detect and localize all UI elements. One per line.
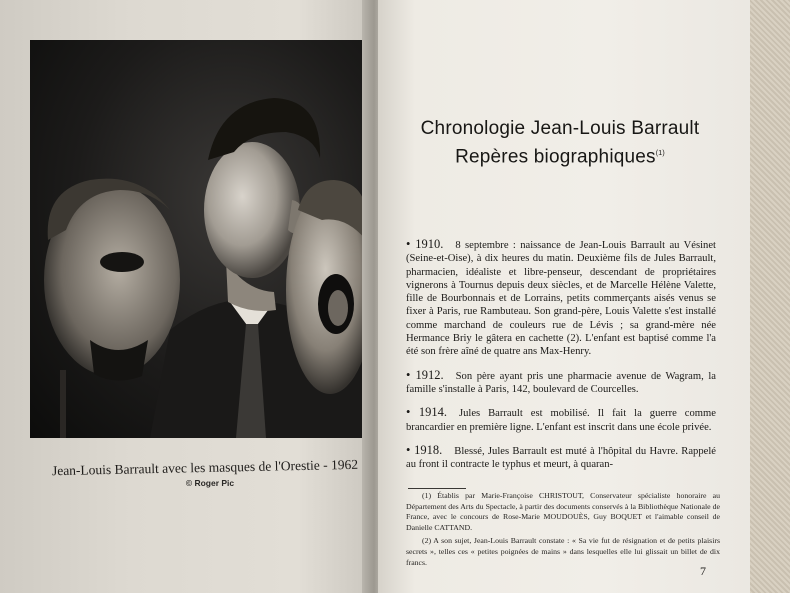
right-mask-mouth-inner <box>328 290 348 326</box>
page-number: 7 <box>700 564 706 578</box>
entry-text: Son père ayant pris une pharmacie avenue de Wagram, la famille s'installe à Paris, 142, boulevard de Courcelles. <box>406 370 716 395</box>
photograph-barrault-with-masks <box>30 40 366 438</box>
left-page <box>0 0 372 593</box>
chronology-body <box>406 238 716 481</box>
entry-year: • 1914. <box>406 405 447 420</box>
footnote-1: (1) Établis par Marie-Françoise CHRISTOUT, Conservateur spécialiste honoraire au Département des Arts du Spectacle, à partir des documents conservés à la Bibliothèque Nationale de France, avec le concours de Rose-Marie MOUDOUÈS, Guy BOQUET et l'aimable conseil de Danielle CATTAND. <box>406 491 720 532</box>
title-line-2-text: Repères biographiques <box>455 146 656 168</box>
entry-text: Blessé, Jules Barrault est muté à l'hôpital du Havre. Rappelé au front il contracte le typhus et meurt, à quaran- <box>406 445 716 471</box>
title-line-1: Chronologie Jean-Louis Barrault <box>420 118 700 139</box>
entry-year: • 1910. <box>406 237 444 251</box>
photo-caption: Jean-Louis Barrault avec les masques de l'Orestie - 1962 <box>51 456 359 479</box>
entry-year: • 1918. <box>406 442 443 457</box>
title-footnote-marker: (1) <box>655 150 665 157</box>
title-line-2 <box>410 141 710 169</box>
man-face <box>204 142 300 278</box>
right-page <box>378 0 750 593</box>
entry-text: 8 septembre : naissance de Jean-Louis Barrault au Vésinet (Seine-et-Oise), à dix heures du matin. Deuxième fils de Jules Barrault, pharmacien, idéaliste et libre-penseur, descendant de propriétaires vignerons à Tournus depuis deux siècles, et de Marcelle Hélène Valette, fille de Bourbonnais et de Lorrains, petits commerçants aisés venus se fixer à Paris, rue Rambuteau. Son grand-père, Louis Valette s'est installé comme marchand de couleurs rue de Lévis ; sa grand-mère née Hermance Briy le gâtera en cachette (2). L'enfant est baptisé comme l'a été son frère aîné de quatre ans Max-Henry. <box>406 240 716 358</box>
photo-illustration <box>30 40 366 438</box>
background-fabric <box>750 0 790 593</box>
chapter-title <box>410 116 710 169</box>
footnote-2: (2) A son sujet, Jean-Louis Barrault constate : « Sa vie fut de résignation et de petits plaisirs secrets », telles ces « petites poignées de mains » dans lesquelles elle lui glissait un billet de dix francs. <box>406 536 720 567</box>
chronology-entry-1912 <box>406 369 716 397</box>
footnote-divider <box>408 488 466 489</box>
entry-year: • 1912. <box>406 367 444 382</box>
entry-text: Jules Barrault est mobilisé. Il fait la guerre comme brancardier en première ligne. L'enfant est inscrit dans une école privée. <box>406 408 716 433</box>
left-mask-eye <box>100 252 144 272</box>
chronology-entry-1918 <box>406 444 716 472</box>
mask-handle <box>60 370 66 438</box>
footnotes <box>406 491 720 571</box>
photo-credit: © Roger Pic <box>185 478 235 488</box>
chronology-entry-1910 <box>406 238 716 359</box>
chronology-entry-1914 <box>406 406 716 434</box>
